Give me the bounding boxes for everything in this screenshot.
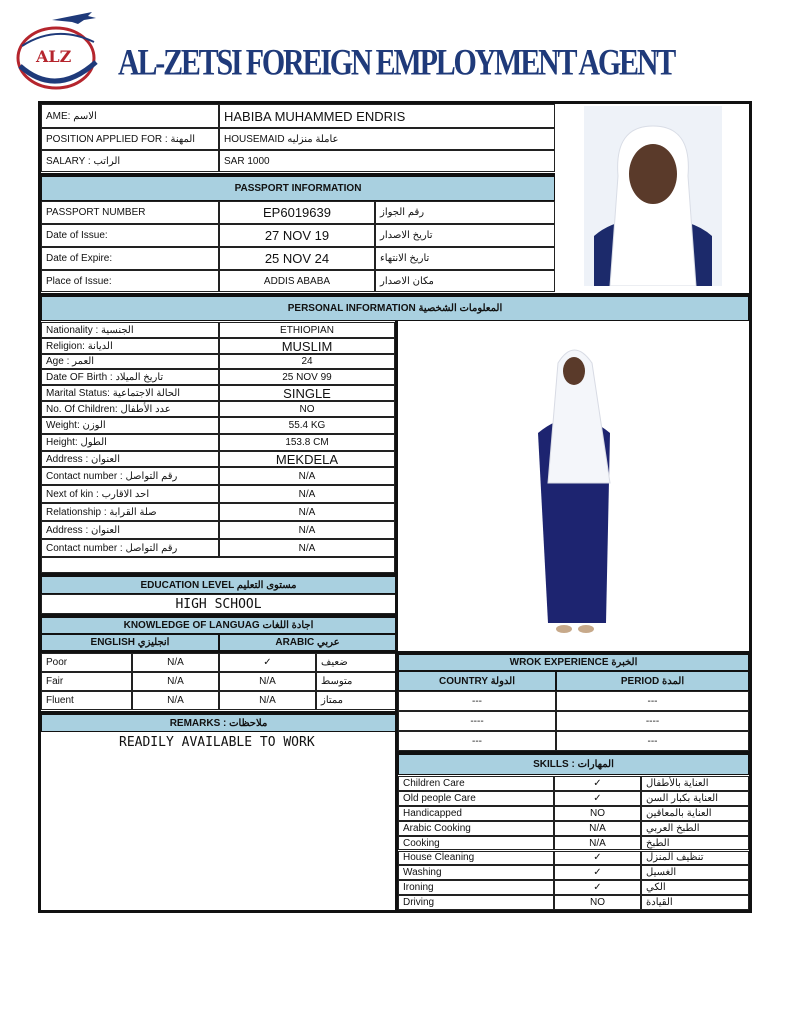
language-english-value: N/A xyxy=(132,691,219,710)
personal-row-label: Religion: الديانة xyxy=(41,338,219,354)
personal-row-label: Contact number : رقم التواصل xyxy=(41,467,219,485)
personal-row-label: Age : العمر xyxy=(41,354,219,369)
personal-row-value: 25 NOV 99 xyxy=(219,369,395,385)
education-section-header: EDUCATION LEVEL مستوى التعليم xyxy=(41,576,396,594)
remarks-value: READILY AVAILABLE TO WORK xyxy=(119,735,315,750)
position-value: HOUSEMAID عاملة منزليه xyxy=(219,128,555,150)
passport-row-label: PASSPORT NUMBER xyxy=(41,201,219,224)
passport-row-value: 27 NOV 19 xyxy=(219,224,375,247)
language-section-header: KNOWLEDGE OF LANGUAG اجادة اللغات xyxy=(41,617,396,634)
personal-row-label: Date OF Birth : تاريخ الميلاد xyxy=(41,369,219,385)
passport-row-value: 25 NOV 24 xyxy=(219,247,375,270)
passport-row-arabic: مكان الاصدار xyxy=(375,270,555,292)
skill-value: NO xyxy=(554,806,641,821)
skill-name: Old people Care xyxy=(398,791,554,806)
logo-text: ALZ xyxy=(36,47,72,66)
personal-row-label: Relationship : صلة القرابة xyxy=(41,503,219,521)
personal-section-header: PERSONAL INFORMATION المعلومات الشخصية xyxy=(41,296,749,321)
personal-row-label: Address : العنوان xyxy=(41,521,219,539)
passport-row-label: Date of Expire: xyxy=(41,247,219,270)
personal-row-label: Contact number : رقم التواصل xyxy=(41,539,219,557)
passport-row-arabic: رقم الجواز xyxy=(375,201,555,224)
experience-country: ---- xyxy=(398,711,556,731)
personal-row-value: N/A xyxy=(219,503,395,521)
full-body-photo xyxy=(398,323,749,651)
passport-section-header: PASSPORT INFORMATION xyxy=(41,176,555,201)
skill-value: ✓ xyxy=(554,791,641,806)
personal-row-label: Address : العنوان xyxy=(41,451,219,467)
experience-period: ---- xyxy=(556,711,749,731)
skill-name: House Cleaning xyxy=(398,851,554,866)
period-header: PERIOD المدة xyxy=(556,671,749,691)
skill-name: Arabic Cooking xyxy=(398,821,554,836)
skill-arabic: الطبخ العربي xyxy=(641,821,749,836)
agency-logo xyxy=(14,6,104,92)
agency-name: AL-ZETSI FOREIGN EMPLOYMENT AGENT xyxy=(118,42,675,84)
skill-value: N/A xyxy=(554,821,641,836)
personal-row-value: N/A xyxy=(219,521,395,539)
skill-arabic: الطبخ xyxy=(641,836,749,851)
salary-label: SALARY : الراتب xyxy=(41,150,219,172)
personal-row-value: 24 xyxy=(219,354,395,369)
passport-photo xyxy=(584,106,722,286)
personal-row-value: NO xyxy=(219,401,395,417)
name-value: HABIBA MUHAMMED ENDRIS xyxy=(219,104,555,128)
experience-period: --- xyxy=(556,731,749,751)
skill-arabic: العناية بكبار السن xyxy=(641,791,749,806)
remarks-section-header: REMARKS : ملاحظات xyxy=(41,714,396,732)
personal-row-label: Weight: الوزن xyxy=(41,417,219,434)
personal-row-value: MUSLIM xyxy=(219,338,395,354)
experience-country: --- xyxy=(398,731,556,751)
personal-row-label: Next of kin : احد الاقارب xyxy=(41,485,219,503)
arabic-header: ARABIC عربي xyxy=(219,634,396,651)
personal-row-value: N/A xyxy=(219,539,395,557)
passport-row-label: Place of Issue: xyxy=(41,270,219,292)
language-arabic-value: ✓ xyxy=(219,653,316,672)
language-level: Fluent xyxy=(41,691,132,710)
personal-blank-row xyxy=(41,557,395,573)
passport-row-label: Date of Issue: xyxy=(41,224,219,247)
personal-row-label: Nationality : الجنسية xyxy=(41,322,219,338)
personal-row-value: N/A xyxy=(219,485,395,503)
skill-arabic: العناية بالأطفال xyxy=(641,776,749,791)
skill-arabic: الغسيل xyxy=(641,865,749,880)
skills-section-header: SKILLS : المهارات xyxy=(398,754,749,775)
experience-section-header: WROK EXPERIENCE الخبرة xyxy=(398,654,749,671)
skill-arabic: العناية بالمعاقين xyxy=(641,806,749,821)
personal-row-value: MEKDELA xyxy=(219,451,395,467)
passport-row-arabic: تاريخ الاصدار xyxy=(375,224,555,247)
experience-country: --- xyxy=(398,691,556,711)
personal-row-label: No. Of Children: عدد الأطفال xyxy=(41,401,219,417)
passport-row-value: ADDIS ABABA xyxy=(219,270,375,292)
language-level-arabic: ضعيف xyxy=(316,653,396,672)
skill-value: NO xyxy=(554,895,641,910)
personal-row-value: SINGLE xyxy=(219,385,395,401)
personal-row-label: Marital Status: الحالة الاجتماعية xyxy=(41,385,219,401)
personal-row-value: N/A xyxy=(219,467,395,485)
personal-row-value: ETHIOPIAN xyxy=(219,322,395,338)
skill-name: Ironing xyxy=(398,880,554,895)
personal-row-label: Height: الطول xyxy=(41,434,219,451)
skill-name: Washing xyxy=(398,865,554,880)
language-arabic-value: N/A xyxy=(219,691,316,710)
language-level: Fair xyxy=(41,672,132,691)
language-english-value: N/A xyxy=(132,672,219,691)
experience-period: --- xyxy=(556,691,749,711)
skill-name: Children Care xyxy=(398,776,554,791)
skill-name: Handicapped xyxy=(398,806,554,821)
personal-row-value: 55.4 KG xyxy=(219,417,395,434)
english-header: ENGLISH انجليزي xyxy=(41,634,219,651)
passport-row-value: EP6019639 xyxy=(219,201,375,224)
language-level-arabic: متوسط xyxy=(316,672,396,691)
skill-value: ✓ xyxy=(554,865,641,880)
position-label: POSITION APPLIED FOR : المهنة xyxy=(41,128,219,150)
language-level-arabic: ممتاز xyxy=(316,691,396,710)
skill-arabic: القيادة xyxy=(641,895,749,910)
education-value: HIGH SCHOOL xyxy=(41,594,396,614)
skill-value: ✓ xyxy=(554,776,641,791)
skill-arabic: الكي xyxy=(641,880,749,895)
personal-row-value: 153.8 CM xyxy=(219,434,395,451)
skill-name: Driving xyxy=(398,895,554,910)
skill-value: N/A xyxy=(554,836,641,851)
skill-value: ✓ xyxy=(554,851,641,866)
language-arabic-value: N/A xyxy=(219,672,316,691)
skill-value: ✓ xyxy=(554,880,641,895)
skill-name: Cooking xyxy=(398,836,554,851)
language-level: Poor xyxy=(41,653,132,672)
passport-row-arabic: تاريخ الانتهاء xyxy=(375,247,555,270)
skill-arabic: تنظيف المنزل xyxy=(641,851,749,866)
salary-value: SAR 1000 xyxy=(219,150,555,172)
language-english-value: N/A xyxy=(132,653,219,672)
country-header: COUNTRY الدولة xyxy=(398,671,556,691)
name-label: AME: الاسم xyxy=(41,104,219,128)
